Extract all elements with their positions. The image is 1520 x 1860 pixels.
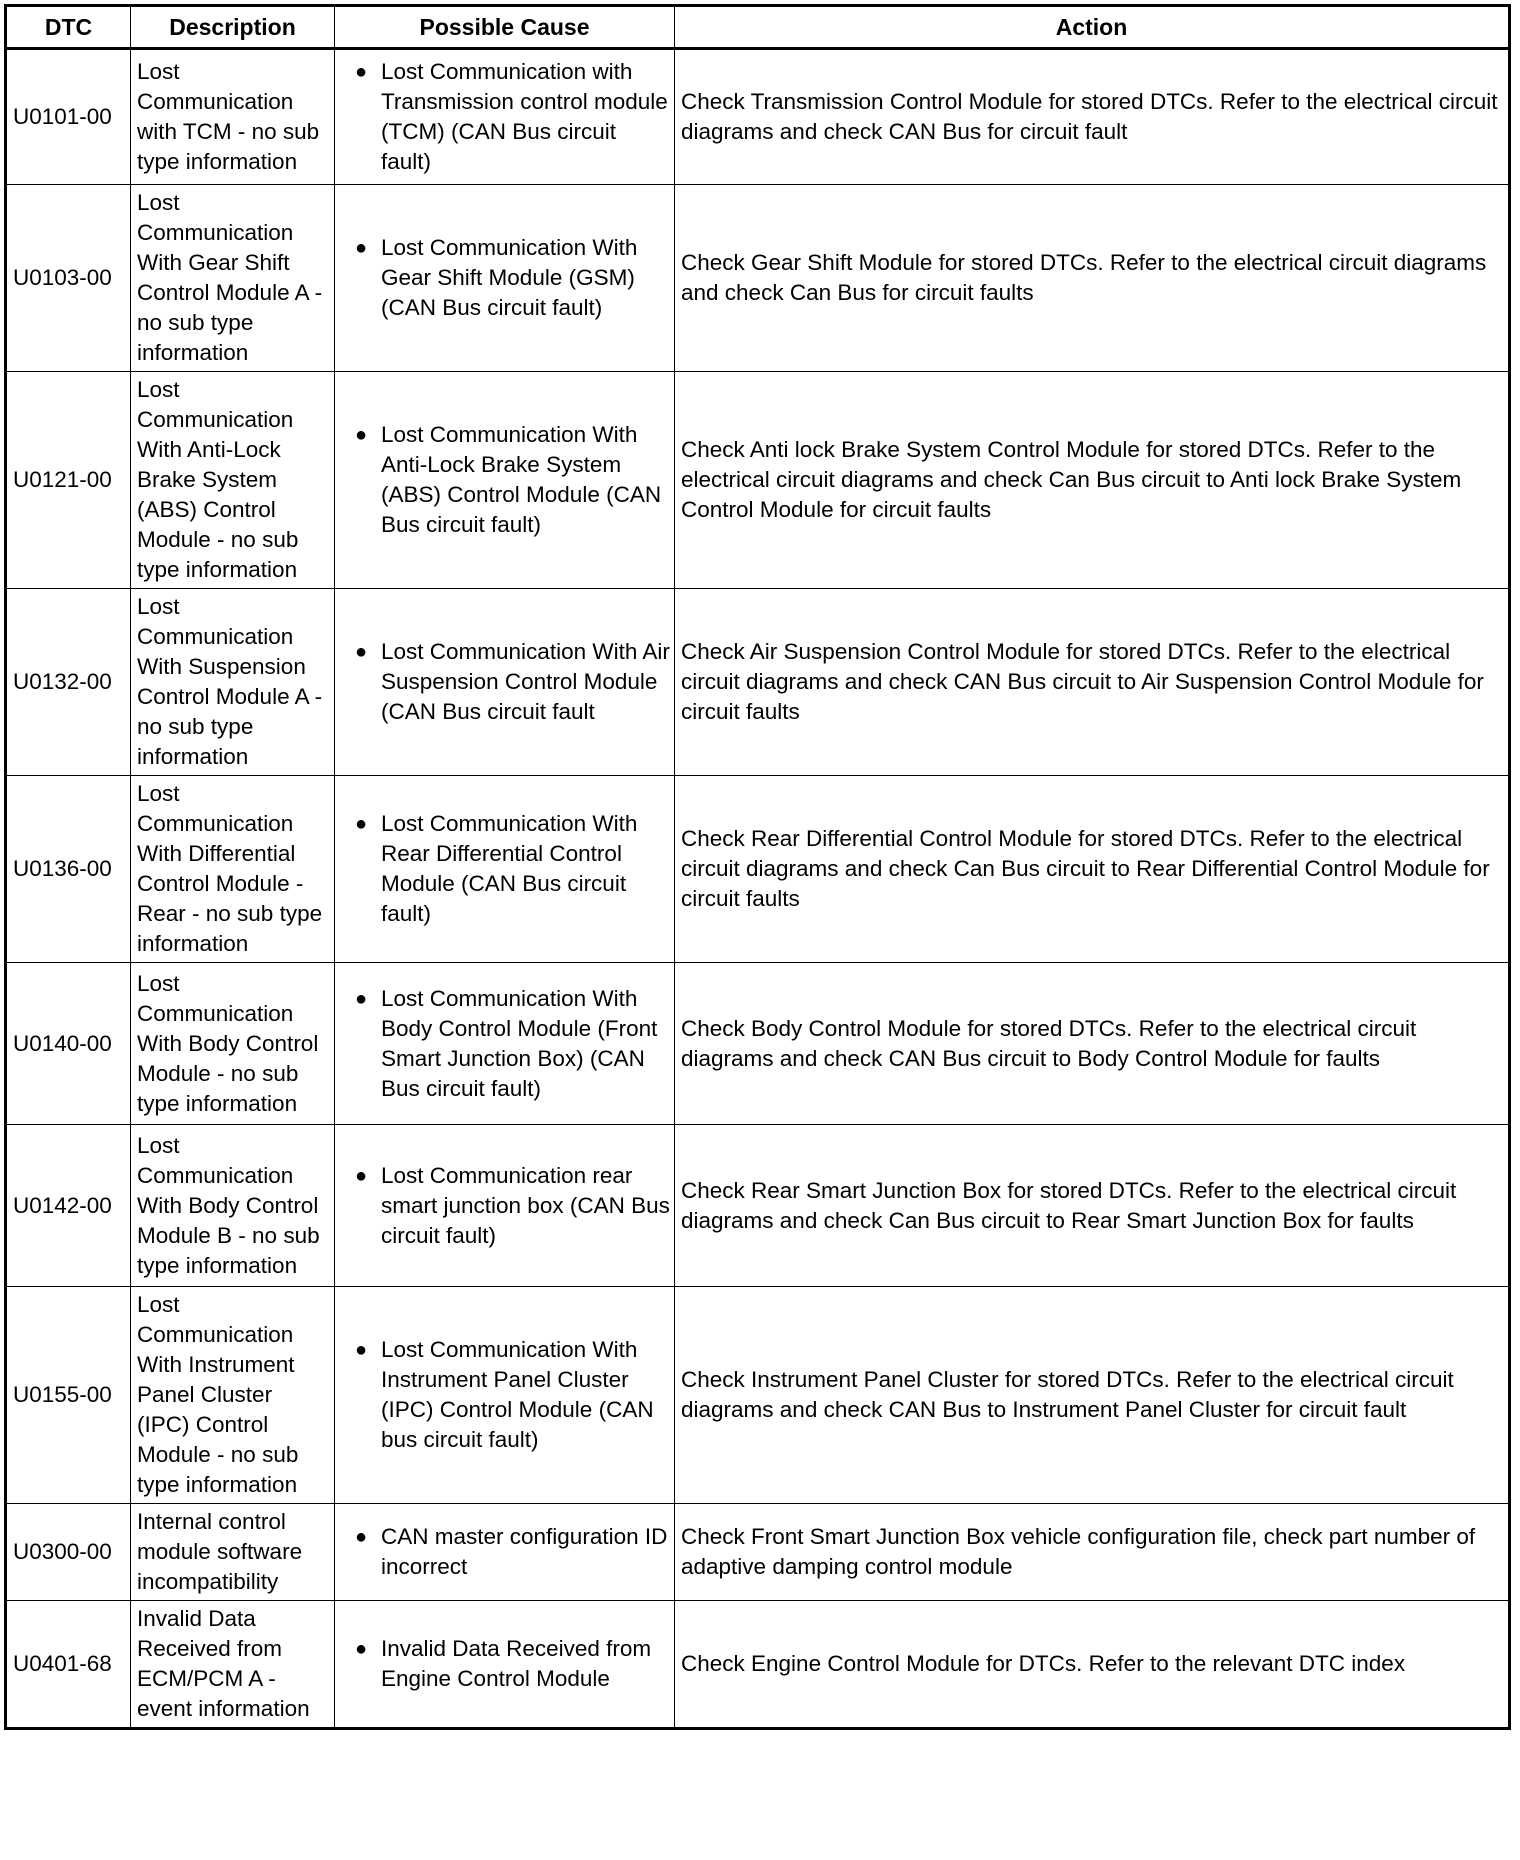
cause-bullet-item [355, 809, 670, 929]
table-row [6, 1504, 1510, 1601]
bullet-icon: ● [355, 424, 368, 446]
dtc-description: Lost Communication With Differential Control Module - Rear - no sub type information [131, 776, 335, 963]
dtc-code: U0121-00 [6, 372, 131, 589]
possible-cause [335, 185, 675, 372]
dtc-table [4, 4, 1511, 1730]
table-row [6, 1287, 1510, 1504]
action-text: Check Air Suspension Control Module for stored DTCs. Refer to the electrical circuit diagrams and check CAN Bus circuit to Air Suspension Control Module for circuit faults [675, 589, 1510, 776]
bullet-icon: ● [355, 641, 368, 663]
table-row [6, 372, 1510, 589]
dtc-description: Lost Communication With Body Control Module - no sub type information [131, 963, 335, 1125]
cause-text: Lost Communication With Instrument Panel Cluster (IPC) Control Module (CAN bus circuit fault) [381, 1337, 654, 1452]
possible-cause [335, 372, 675, 589]
action-text: Check Anti lock Brake System Control Module for stored DTCs. Refer to the electrical circuit diagrams and check Can Bus circuit to Anti lock Brake System Control Module for circuit faults [675, 372, 1510, 589]
action-text: Check Body Control Module for stored DTCs. Refer to the electrical circuit diagrams and check CAN Bus circuit to Body Control Module for faults [675, 963, 1510, 1125]
possible-cause [335, 1601, 675, 1729]
table-body [6, 49, 1510, 1729]
cause-bullet-item [355, 233, 670, 323]
possible-cause [335, 589, 675, 776]
cause-bullet-item [355, 984, 670, 1104]
header-possible-cause: Possible Cause [335, 6, 675, 49]
action-text: Check Transmission Control Module for stored DTCs. Refer to the electrical circuit diagrams and check CAN Bus for circuit fault [675, 49, 1510, 185]
dtc-description: Lost Communication With Anti-Lock Brake System (ABS) Control Module - no sub type information [131, 372, 335, 589]
dtc-description: Invalid Data Received from ECM/PCM A - event information [131, 1601, 335, 1729]
possible-cause [335, 49, 675, 185]
table-row [6, 589, 1510, 776]
cause-text: CAN master configuration ID incorrect [381, 1524, 668, 1579]
bullet-icon: ● [355, 237, 368, 259]
table-row [6, 1125, 1510, 1287]
bullet-icon: ● [355, 61, 368, 83]
action-text: Check Engine Control Module for DTCs. Refer to the relevant DTC index [675, 1601, 1510, 1729]
action-text: Check Gear Shift Module for stored DTCs. Refer to the electrical circuit diagrams and check Can Bus for circuit faults [675, 185, 1510, 372]
header-action: Action [675, 6, 1510, 49]
dtc-code: U0103-00 [6, 185, 131, 372]
table-row [6, 49, 1510, 185]
cause-text: Lost Communication With Gear Shift Module (GSM) (CAN Bus circuit fault) [381, 235, 638, 320]
action-text: Check Instrument Panel Cluster for stored DTCs. Refer to the electrical circuit diagrams and check CAN Bus to Instrument Panel Cluster for circuit fault [675, 1287, 1510, 1504]
dtc-description: Lost Communication With Instrument Panel Cluster (IPC) Control Module - no sub type information [131, 1287, 335, 1504]
dtc-code: U0300-00 [6, 1504, 131, 1601]
dtc-description: Lost Communication With Suspension Control Module A - no sub type information [131, 589, 335, 776]
dtc-code: U0136-00 [6, 776, 131, 963]
cause-text: Lost Communication With Air Suspension Control Module (CAN Bus circuit fault [381, 639, 670, 724]
header-dtc: DTC [6, 6, 131, 49]
dtc-code: U0132-00 [6, 589, 131, 776]
table-row [6, 1601, 1510, 1729]
header-description: Description [131, 6, 335, 49]
bullet-icon: ● [355, 1638, 368, 1660]
cause-text: Invalid Data Received from Engine Control Module [381, 1636, 652, 1691]
cause-bullet-item [355, 420, 670, 540]
bullet-icon: ● [355, 813, 368, 835]
cause-bullet-item [355, 1634, 670, 1694]
dtc-code: U0140-00 [6, 963, 131, 1125]
possible-cause [335, 1504, 675, 1601]
cause-text: Lost Communication with Transmission control module (TCM) (CAN Bus circuit fault) [381, 59, 668, 174]
dtc-code: U0401-68 [6, 1601, 131, 1729]
possible-cause [335, 1125, 675, 1287]
possible-cause [335, 963, 675, 1125]
bullet-icon: ● [355, 1164, 368, 1187]
table-row [6, 185, 1510, 372]
table-row [6, 776, 1510, 963]
action-text: Check Rear Differential Control Module for stored DTCs. Refer to the electrical circuit diagrams and check Can Bus circuit to Rear Differential Control Module for circuit faults [675, 776, 1510, 963]
cause-bullet-item [355, 1522, 670, 1582]
header-row [6, 6, 1510, 49]
cause-bullet-item [355, 1161, 670, 1251]
action-text: Check Front Smart Junction Box vehicle configuration file, check part number of adaptive damping control module [675, 1504, 1510, 1601]
bullet-icon: ● [355, 1526, 368, 1548]
dtc-description: Lost Communication With Body Control Module B - no sub type information [131, 1125, 335, 1287]
dtc-code: U0155-00 [6, 1287, 131, 1504]
dtc-description: Lost Communication with TCM - no sub type information [131, 49, 335, 185]
cause-text: Lost Communication With Body Control Module (Front Smart Junction Box) (CAN Bus circuit fault) [381, 985, 658, 1101]
cause-bullet-item [355, 637, 670, 727]
possible-cause [335, 776, 675, 963]
cause-bullet-item [355, 57, 670, 177]
table-header [6, 6, 1510, 49]
dtc-description: Lost Communication With Gear Shift Control Module A - no sub type information [131, 185, 335, 372]
cause-text: Lost Communication rear smart junction box (CAN Bus circuit fault) [381, 1162, 670, 1248]
cause-text: Lost Communication With Anti-Lock Brake System (ABS) Control Module (CAN Bus circuit fault) [381, 422, 662, 537]
bullet-icon: ● [355, 1339, 368, 1361]
action-text: Check Rear Smart Junction Box for stored DTCs. Refer to the electrical circuit diagrams and check Can Bus circuit to Rear Smart Junction Box for faults [675, 1125, 1510, 1287]
bullet-icon: ● [355, 987, 368, 1010]
cause-bullet-item [355, 1335, 670, 1455]
table-row [6, 963, 1510, 1125]
possible-cause [335, 1287, 675, 1504]
dtc-code: U0142-00 [6, 1125, 131, 1287]
dtc-code: U0101-00 [6, 49, 131, 185]
cause-text: Lost Communication With Rear Differential Control Module (CAN Bus circuit fault) [381, 811, 638, 926]
dtc-description: Internal control module software incompatibility [131, 1504, 335, 1601]
